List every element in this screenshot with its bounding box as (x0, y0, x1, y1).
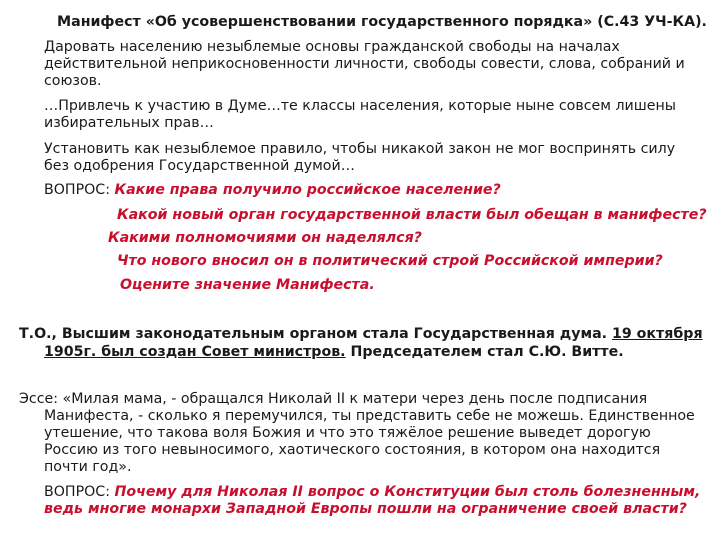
manifest-question: Какие права получило российское население? (114, 182, 501, 198)
essay-line: Россию из того невыносимого, хаотического состояния, в котором она находится (44, 442, 661, 458)
manifest-text-line: …Привлечь к участию в Думе…те классы населения, которые ныне совсем лишены (44, 98, 676, 114)
manifest-question: Что нового вносил он в политический строй Российской империи? (117, 253, 663, 269)
manifest-question: Какой новый орган государственной власти был обещан в манифесте? (117, 207, 707, 223)
essay-question: ведь многие монархи Западной Европы пошли на ограничение своей власти? (44, 501, 687, 517)
answer-text: Т.О., Высшим законодательным органом стала Государственная дума. (19, 326, 612, 342)
question-label: ВОПРОС: (44, 484, 115, 500)
manifest-text-line: Даровать населению незыблемые основы гражданской свободы на началах (44, 39, 620, 55)
essay-line: Эссе: «Милая мама, - обращался Николай II к матери через день после подписания (19, 391, 648, 407)
answer-line (19, 326, 703, 343)
answer-date: 19 октября (611, 326, 703, 342)
manifest-text-line: союзов. (44, 73, 102, 89)
essay-question-row (44, 484, 700, 501)
answer-line (44, 344, 624, 361)
manifest-text-line: Установить как незыблемое правило, чтобы никакой закон не мог воспринять силу (44, 141, 676, 157)
manifest-text-line: без одобрения Государственной думой… (44, 158, 355, 174)
essay-line: почти год». (44, 459, 132, 475)
manifest-question: Какими полномочиями он наделялся? (108, 230, 422, 246)
manifest-text-line: действительной неприкосновенности личности, свободы совести, слова, собраний и (44, 56, 685, 72)
manifest-question-row (44, 182, 501, 199)
answer-text: Председателем стал С.Ю. Витте. (345, 344, 624, 360)
manifest-title: Манифест «Об усовершенствовании государственного порядка» (С.43 УЧ-КА). (57, 14, 707, 30)
manifest-text-line: избирательных прав… (44, 115, 214, 131)
question-label: ВОПРОС: (44, 182, 115, 198)
manifest-question: Оцените значение Манифеста. (120, 277, 375, 293)
essay-line: Манифеста, - сколько я перемучился, ты представить себе не можешь. Единственное (44, 408, 695, 424)
answer-council: 1905г. был создан Совет министров. (44, 344, 346, 360)
essay-question: Почему для Николая II вопрос о Конституции был столь болезненным, (114, 484, 701, 500)
essay-line: утешение, что такова воля Божия и что это тяжёлое решение выведет дорогую (44, 425, 651, 441)
